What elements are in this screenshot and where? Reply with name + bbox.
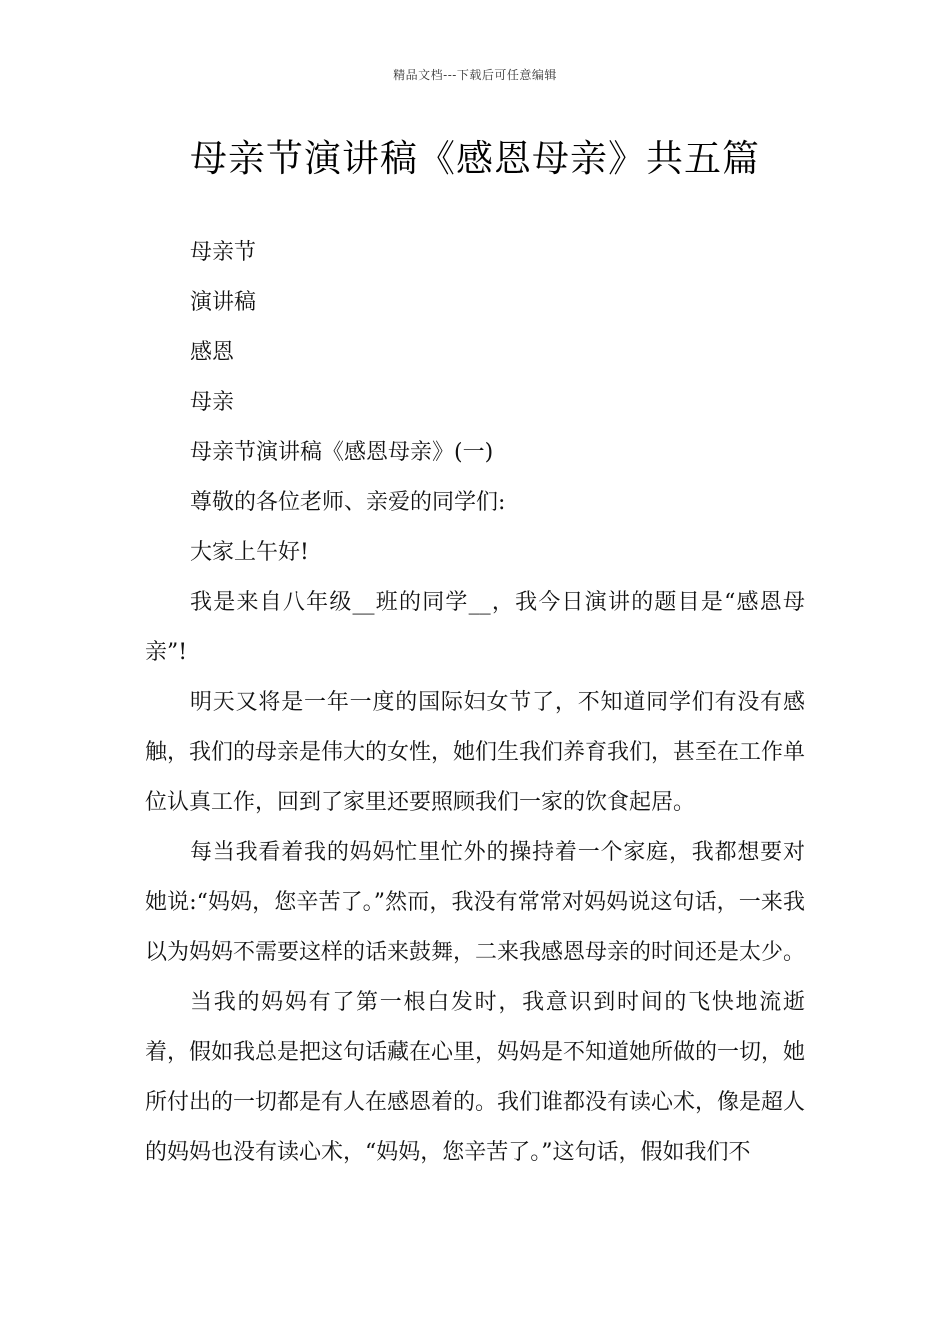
paragraph: 尊敬的各位老师、亲爱的同学们: [190,490,506,515]
paragraph: 明天又将是一年一度的国际妇女节了，不知道同学们有没有感触，我们的母亲是伟大的女性，她们生我们养育我们，甚至在工作单位认真工作，回到了家里还要照顾我们一家的饮食起居。 [145,690,806,815]
paragraph: 我是来自八年级__班的同学__，我今日演讲的题目是“感恩母亲”! [145,590,805,665]
document-title: 母亲节演讲稿《感恩母亲》共五篇 [190,137,760,180]
header-note: 精品文档---下载后可任意编辑 [393,68,557,82]
paragraph: 母亲节 [190,240,257,265]
paragraph: 母亲 [190,390,235,415]
paragraph: 大家上午好! [190,540,309,565]
paragraph: 感恩 [190,340,235,365]
paragraph: 当我的妈妈有了第一根白发时，我意识到时间的飞快地流逝着，假如我总是把这句话藏在心里，妈妈是不知道她所做的一切，她所付出的一切都是有人在感恩着的。我们谁都没有读心术，像是超人的妈妈也没有读心术，“妈妈，您辛苦了。”这句话，假如我们不 [145,990,806,1165]
paragraph: 每当我看着我的妈妈忙里忙外的操持着一个家庭，我都想要对她说:“妈妈，您辛苦了。”然而，我没有常常对妈妈说这句话，一来我以为妈妈不需要这样的话来鼓舞，二来我感恩母亲的时间还是太少。 [145,840,806,965]
paragraph: 母亲节演讲稿《感恩母亲》(一) [190,440,494,465]
document-body [145,228,805,1178]
paragraph: 演讲稿 [190,290,257,315]
